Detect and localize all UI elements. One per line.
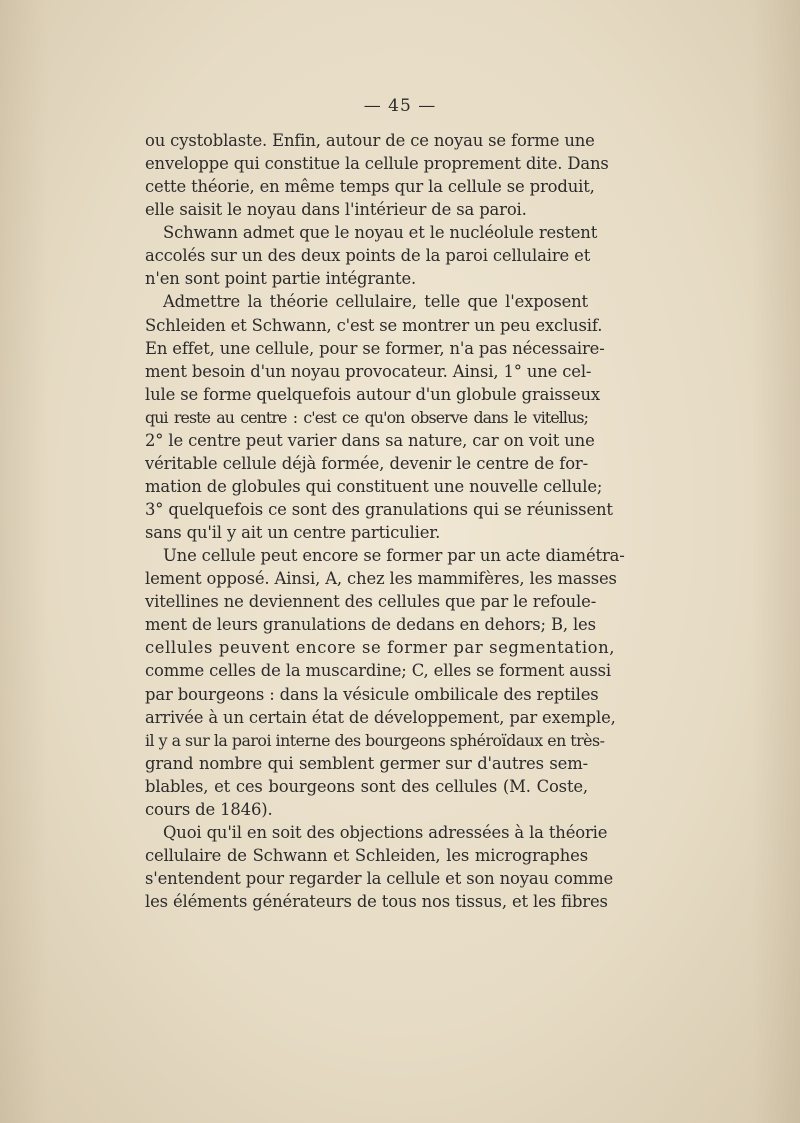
text-line: 2° le centre peut varier dans sa nature, car on voit une xyxy=(145,430,595,450)
text-line: Quoi qu'il en soit des objections adressées à la théorie xyxy=(163,822,608,842)
text-line: En effet, une cellule, pour se former, n'a pas nécessaire- xyxy=(145,338,605,358)
text-line: Admettre la théorie cellulaire, telle que l'exposent xyxy=(163,292,588,312)
text-line: accolés sur un des deux points de la paroi cellulaire et xyxy=(145,246,591,266)
text-line: n'en sont point partie intégrante. xyxy=(145,269,417,289)
text-line: grand nombre qui semblent germer sur d'autres sem- xyxy=(145,753,588,773)
text-line: s'entendent pour regarder la cellule et son noyau comme xyxy=(145,869,614,888)
text-line: les éléments générateurs de tous nos tissus, et les fibres xyxy=(145,892,608,912)
text-line: Schleiden et Schwann, c'est se montrer un peu exclusif. xyxy=(145,315,603,335)
text-line: mation de globules qui constituent une nouvelle cellule; xyxy=(145,476,603,496)
text-line: véritable cellule déjà formée, devenir le centre de for- xyxy=(145,453,588,473)
page-number: — 45 — xyxy=(363,96,437,116)
text-line: lement opposé. Ainsi, A, chez les mammifères, les masses xyxy=(145,569,617,589)
text-line: qui reste au centre : c'est ce qu'on observe dans le vitellus; xyxy=(145,407,588,427)
text-line: ou cystoblaste. Enfin, autour de ce noyau se forme une xyxy=(145,131,595,150)
text-line: il y a sur la paroi interne des bourgeons sphéroïdaux en très- xyxy=(145,730,605,750)
text-line: par bourgeons : dans la vésicule ombilicale des reptiles xyxy=(145,684,599,704)
text-line: Une cellule peut encore se former par un acte diamétra- xyxy=(163,546,625,566)
text-line: enveloppe qui constitue la cellule proprement dite. Dans xyxy=(145,154,609,174)
text-line: ment besoin d'un noyau provocateur. Ainsi, 1° une cel- xyxy=(145,361,592,381)
text-line: 3° quelquefois ce sont des granulations qui se réunissent xyxy=(145,500,613,519)
text-line: cours de 1846). xyxy=(145,799,273,819)
text-line: cette théorie, en même temps qur la cellule se produit, xyxy=(145,177,595,197)
text-line: lule se forme quelquefois autour d'un globule graisseux xyxy=(145,384,600,404)
text-line: elle saisit le noyau dans l'intérieur de sa paroi. xyxy=(145,200,527,220)
text-line: comme celles de la muscardine; C, elles se forment aussi xyxy=(145,661,611,681)
text-line: arrivée à un certain état de développement, par exemple, xyxy=(145,707,616,727)
text-line: vitellines ne deviennent des cellules que par le refoule- xyxy=(145,592,597,612)
text-line: cellules peuvent encore se former par segmentation, xyxy=(145,638,616,658)
text-line: Schwann admet que le noyau et le nucléolule restent xyxy=(163,223,598,243)
body-text xyxy=(145,129,625,913)
text-line: cellulaire de Schwann et Schleiden, les micrographes xyxy=(145,845,588,865)
text-line: sans qu'il y ait un centre particulier. xyxy=(145,523,441,543)
text-line: blables, et ces bourgeons sont des cellules (M. Coste, xyxy=(145,776,588,796)
text-line: ment de leurs granulations de dedans en dehors; B, les xyxy=(145,615,596,635)
